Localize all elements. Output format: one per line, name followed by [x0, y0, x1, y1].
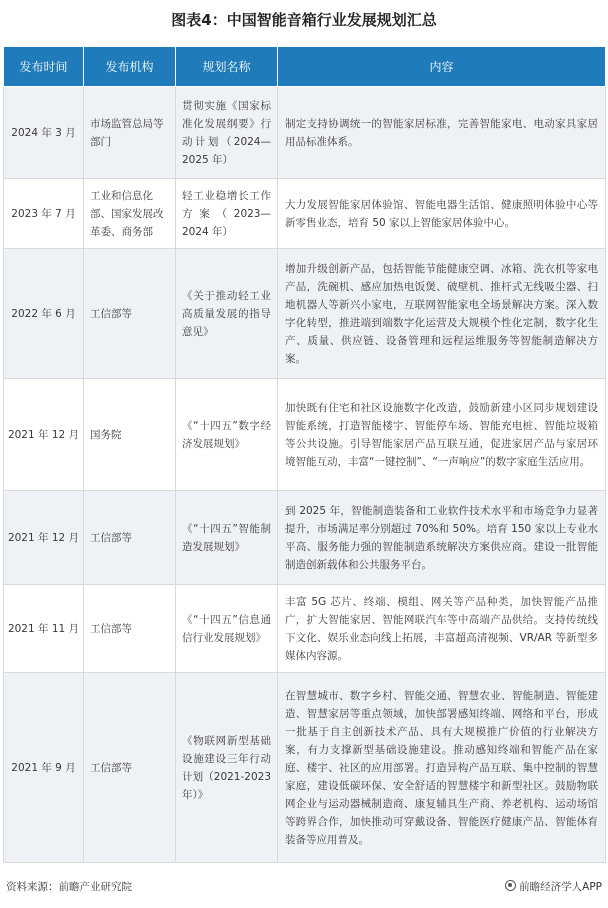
cell-time: 2024 年 3 月: [4, 87, 84, 179]
cell-org: 市场监管总局等部门: [84, 87, 176, 179]
footer: [6, 878, 602, 896]
header-time: 发布时间: [4, 47, 84, 87]
figure-title: 图表4：中国智能音箱行业发展规划汇总: [171, 11, 437, 29]
cell-time: 2023 年 7 月: [4, 179, 84, 249]
cell-org: 国务院: [84, 379, 176, 491]
cell-org: 工信部等: [84, 585, 176, 673]
header-org: 发布机构: [84, 47, 176, 87]
cell-time: 2021 年 12 月: [4, 379, 84, 491]
cell-name: 轻工业稳增长工作方案（2023—2024 年）: [176, 179, 278, 249]
cell-name: 《关于推动轻工业高质量发展的指导意见》: [176, 249, 278, 379]
table-row: [4, 87, 606, 179]
header-name: 规划名称: [176, 47, 278, 87]
cell-content: 制定支持协调统一的智能家居标准，完善智能家电、电动家具家居用品标准体系。: [278, 87, 606, 179]
header-content: 内容: [278, 47, 606, 87]
cell-content: 丰富 5G 芯片、终端、模组、网关等产品种类，加快智能产品推广，扩大智能家居、智能网联汽车等中高端产品供给。支持传统线下文化、娱乐业态向线上拓展，丰富超高清视频、VR/AR 等新型多媒体内容源。: [278, 585, 606, 673]
table-row: [4, 585, 606, 673]
cell-time: 2021 年 11 月: [4, 585, 84, 673]
cell-name: 贯彻实施《国家标准化发展纲要》行动计划（2024—2025 年）: [176, 87, 278, 179]
table-row: [4, 491, 606, 585]
cell-content: 增加升级创新产品，包括智能节能健康空调、冰箱、洗衣机等家电产品，洗碗机、感应加热电饭煲、破壁机、推杆式无线吸尘器、扫地机器人等新兴小家电，互联网智能家电全场景解决方案。深入数字化转型，推进端到端数字化运营及大规模个性化定制，数字化生产、质量、供应链、设备管理和远程运维服务等智能制造解决方案。: [278, 249, 606, 379]
cell-org: 工业和信息化部、国家发展改革委、商务部: [84, 179, 176, 249]
policy-table: [3, 46, 606, 863]
cell-org: 工信部等: [84, 249, 176, 379]
cell-org: 工信部等: [84, 491, 176, 585]
table-row: [4, 249, 606, 379]
cell-content: 加快既有住宅和社区设施数字化改造，鼓励新建小区同步规划建设智能系统，打造智能楼宇、智能停车场、智能充电桩、智能垃圾箱等公共设施。引导智能家居产品互联互通，促进家居产品与家居环境智能互动，丰富“一键控制”、“一声响应”的数字家庭生活应用。: [278, 379, 606, 491]
cell-content: 大力发展智能家居体验馆、智能电器生活馆、健康照明体验中心等新零售业态，培育 50 家以上智能家居体验中心。: [278, 179, 606, 249]
table-row: [4, 673, 606, 863]
cell-name: 《“十四五”智能制造发展规划》: [176, 491, 278, 585]
cell-content: 到 2025 年，智能制造装备和工业软件技术水平和市场竞争力显著提升，市场满足率分别超过 70%和 50%。培育 150 家以上专业水平高、服务能力强的智能制造系统解决方案供应商。建设一批智能制造创新载体和公共服务平台。: [278, 491, 606, 585]
cell-time: 2021 年 12 月: [4, 491, 84, 585]
cell-time: 2022 年 6 月: [4, 249, 84, 379]
source-note: 资料来源：前瞻产业研究院: [6, 881, 132, 893]
brand-name: 前瞻经济学人APP: [519, 881, 602, 893]
brand-credit: [505, 878, 602, 896]
cell-org: 工信部等: [84, 673, 176, 863]
cell-name: 《“十四五”数字经济发展规划》: [176, 379, 278, 491]
brand-logo-icon: [505, 880, 516, 891]
table-row: [4, 379, 606, 491]
cell-time: 2021 年 9 月: [4, 673, 84, 863]
cell-content: 在智慧城市、数字乡村、智能交通、智慧农业、智能制造、智能建造、智慧家居等重点领域，加快部署感知终端、网络和平台，形成一批基于自主创新技术产品、具有大规模推广价值的行业解决方案，有力支撑新型基础设施建设。推动感知终端和智能产品在家庭、楼宇、社区的应用部署。打造异构产品互联、集中控制的智慧家庭，建设低碳环保、安全舒适的智慧楼宇和新型社区。鼓励物联网企业与运动器械制造商、康复辅具生产商、养老机构、运动场馆等跨界合作，加快推动可穿戴设备、智能医疗健康产品、智能体育装备等应用普及。: [278, 673, 606, 863]
table-header-row: [4, 47, 606, 87]
table-row: [4, 179, 606, 249]
cell-name: 《“十四五”信息通信行业发展规划》: [176, 585, 278, 673]
cell-name: 《物联网新型基础设施建设三年行动计划（2021-2023 年）》: [176, 673, 278, 863]
